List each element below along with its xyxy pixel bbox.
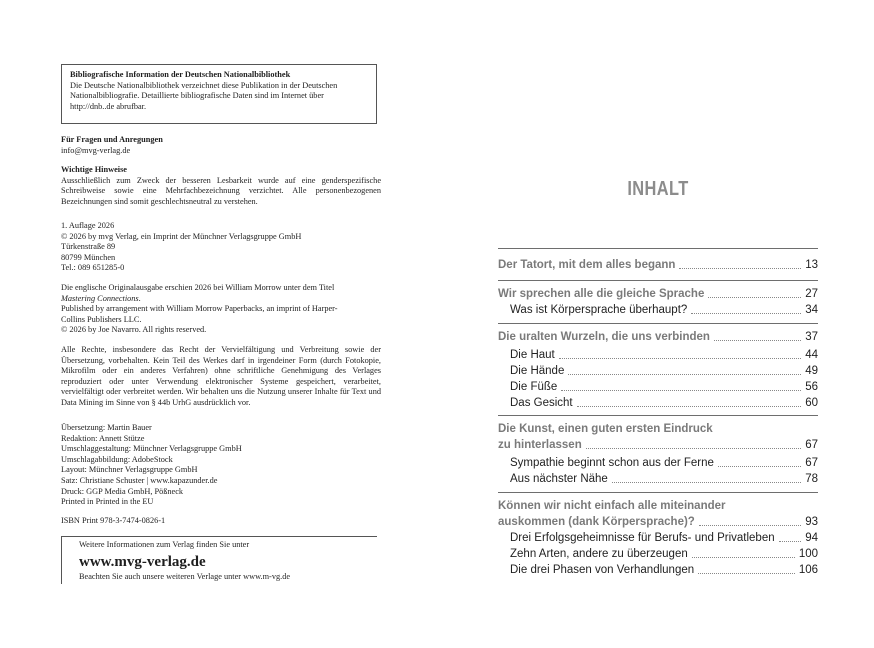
- credit-line: Redaktion: Annett Stütze: [61, 433, 145, 443]
- toc-chapter-title: Die uralten Wurzeln, die uns verbinden: [498, 331, 710, 343]
- edition-line: 80799 München: [61, 252, 116, 262]
- toc-chapter[interactable]: [498, 438, 818, 452]
- toc-chapter[interactable]: [498, 515, 818, 529]
- original-title: Mastering Connections: [61, 293, 139, 303]
- toc-chapter-title-line2: zu hinterlassen: [498, 439, 582, 451]
- original-line: © 2026 by Joe Navarro. All rights reserved.: [61, 325, 207, 335]
- toc-page-number: 60: [805, 397, 818, 409]
- edition-line: © 2026 by mvg Verlag, ein Imprint der Münchner Verlagsgruppe GmbH: [61, 231, 302, 241]
- toc-heading: INHALT: [627, 178, 689, 200]
- toc-leader: [692, 557, 795, 558]
- toc-section[interactable]: [498, 380, 818, 394]
- toc-section[interactable]: [498, 456, 818, 470]
- toc-page-number: 67: [805, 457, 818, 469]
- credits-block: [61, 423, 381, 508]
- toc-section[interactable]: [498, 348, 818, 362]
- toc-leader: [708, 297, 801, 298]
- toc-page-number: 27: [805, 288, 818, 300]
- toc-separator: [498, 492, 818, 493]
- edition-block: [61, 221, 381, 274]
- edition-line: 1. Auflage 2026: [61, 221, 115, 230]
- toc-chapter[interactable]: [498, 287, 818, 301]
- original-title-line: [61, 294, 381, 305]
- toc-page-number: 94: [805, 532, 818, 544]
- credit-line: Übersetzung: Martin Bauer: [61, 423, 152, 432]
- toc-separator: [498, 248, 818, 249]
- toc-section-title: Aus nächster Nähe: [510, 473, 608, 485]
- toc-leader: [577, 406, 802, 407]
- toc-section-title: Zehn Arten, andere zu überzeugen: [510, 548, 688, 560]
- toc-page-number: 93: [805, 516, 818, 528]
- toc-chapter-title: Der Tatort, mit dem alles begann: [498, 259, 676, 271]
- toc-separator: [498, 415, 818, 416]
- toc-section-title: Die Haut: [510, 349, 555, 361]
- original-line: Published by arrangement with William Morrow Paperbacks, an imprint of Harper-: [61, 304, 338, 314]
- toc-section-title: Die Hände: [510, 365, 565, 377]
- toc-chapter[interactable]: [498, 330, 818, 344]
- original-line: Die englische Originalausgabe erschien 2026 bei William Morrow unter dem Titel: [61, 283, 335, 292]
- toc-leader: [559, 358, 801, 359]
- credit-line: Satz: Christiane Schuster | www.kapazunder.de: [61, 475, 218, 485]
- toc-page-number: 37: [805, 331, 818, 343]
- bibliographic-info-box: [61, 64, 377, 124]
- toc-leader: [714, 340, 801, 341]
- toc-leader: [718, 466, 801, 467]
- toc-leader: [699, 525, 801, 526]
- web-outro: Beachten Sie auch unsere weiteren Verlage unter www.m-vg.de: [79, 571, 291, 581]
- toc-leader: [561, 390, 801, 391]
- bib-title: Bibliografische Information der Deutschen Nationalbibliothek: [70, 70, 291, 79]
- original-line: Collins Publishers LLC.: [61, 314, 142, 324]
- toc-section[interactable]: [498, 472, 818, 486]
- edition-line: Türkenstraße 89: [61, 242, 116, 252]
- contact-title: Für Fragen und Anregungen: [61, 135, 163, 144]
- toc-leader: [568, 374, 801, 375]
- notice-title: Wichtige Hinweise: [61, 165, 127, 174]
- original-title-suffix: .: [138, 293, 141, 303]
- toc-section[interactable]: [498, 547, 818, 561]
- contact-email: info@mvg-verlag.de: [61, 145, 131, 155]
- publisher-web-box: [61, 536, 377, 584]
- toc-page-number: 106: [798, 564, 818, 576]
- toc-section[interactable]: [498, 364, 818, 378]
- toc-leader: [698, 573, 795, 574]
- credit-line: Layout: Münchner Verlagsgruppe GmbH: [61, 465, 198, 475]
- credit-line: Umschlaggestaltung: Münchner Verlagsgruppe GmbH: [61, 444, 242, 454]
- toc-section-title: Sympathie beginnt schon aus der Ferne: [510, 457, 714, 469]
- toc-section-title: Die drei Phasen von Verhandlungen: [510, 564, 695, 576]
- notice-text: Ausschließlich zum Zweck der besseren Lesbarkeit wurde auf eine genderspezifische Schreibweise sowie eine Mehrfachbezeichnung verzichtet. Alle personenbezogenen Bezeichnungen sind somit geschlechtsneutral zu verstehen.: [61, 175, 381, 206]
- web-intro: Weitere Informationen zum Verlag finden Sie unter: [79, 540, 250, 549]
- toc-section-title: Die Füße: [510, 381, 558, 393]
- bib-line: Die Deutsche Nationalbibliothek verzeichnet diese Publikation in der Deutschen: [70, 80, 338, 90]
- credit-line: Umschlagabbildung: AdobeStock: [61, 454, 173, 464]
- credit-line: Printed in Printed in the EU: [61, 497, 154, 507]
- toc-page-number: 34: [805, 304, 818, 316]
- toc-page-number: 78: [805, 473, 818, 485]
- toc-leader: [779, 541, 802, 542]
- toc-chapter[interactable]: [498, 258, 818, 272]
- toc-leader: [691, 313, 801, 314]
- toc-chapter-title-line2: auskommen (dank Körpersprache)?: [498, 516, 695, 528]
- toc-page-number: 49: [805, 365, 818, 377]
- toc-section-title: Das Gesicht: [510, 397, 573, 409]
- original-edition-block: [61, 283, 381, 336]
- toc-chapter-title-line1: Können wir nicht einfach alle miteinander: [498, 500, 726, 512]
- credit-line: Druck: GGP Media GmbH, Pößneck: [61, 486, 184, 496]
- toc-chapter-title: Wir sprechen alle die gleiche Sprache: [498, 288, 705, 300]
- toc-separator: [498, 323, 818, 324]
- toc-section[interactable]: [498, 563, 818, 577]
- notice-block: [61, 165, 381, 207]
- toc-leader: [612, 482, 801, 483]
- toc-leader: [679, 268, 801, 269]
- toc-leader: [586, 448, 801, 449]
- isbn: ISBN Print 978-3-7474-0826-1: [61, 516, 166, 525]
- rights-block: [61, 345, 381, 409]
- rights-text: Alle Rechte, insbesondere das Recht der Vervielfältigung und Verbreitung sowie der Übersetzung, vorbehalten. Kein Teil des Werkes darf in irgendeiner Form (durch Fotokopie, Mikrofilm oder ein anderes Verfahren) ohne schriftliche Genehmigung des Verlages reproduziert oder unter Verwendung elektronischer Systeme gespeichert, verarbeitet, vervielfältigt oder verbreitet werden. Wir behalten uns die Nutzung unserer Inhalte für Text und Data Mining im Sinne von § 44b UrhG ausdrücklich vor.: [61, 345, 381, 407]
- toc-page-number: 100: [798, 548, 818, 560]
- toc-separator: [498, 280, 818, 281]
- toc-chapter-title-line1: Die Kunst, einen guten ersten Eindruck: [498, 423, 713, 435]
- publisher-url[interactable]: www.mvg-verlag.de: [79, 553, 206, 570]
- toc-page-number: 44: [805, 349, 818, 361]
- contact-block: [61, 135, 381, 156]
- toc-section[interactable]: [498, 396, 818, 410]
- toc-section[interactable]: [498, 531, 818, 545]
- edition-line: Tel.: 089 651285-0: [61, 263, 125, 273]
- toc-page-number: 56: [805, 381, 818, 393]
- toc-page-number: 13: [805, 259, 818, 271]
- bib-line: Nationalbibliografie. Detaillierte bibliografische Daten sind im Internet über: [70, 91, 324, 101]
- bib-line: http://dnb..de abrufbar.: [70, 101, 147, 111]
- toc-section[interactable]: [498, 303, 818, 317]
- toc-page-number: 67: [805, 439, 818, 451]
- toc-section-title: Drei Erfolgsgeheimnisse für Berufs- und Privatleben: [510, 532, 775, 544]
- toc-section-title: Was ist Körpersprache überhaupt?: [510, 304, 688, 316]
